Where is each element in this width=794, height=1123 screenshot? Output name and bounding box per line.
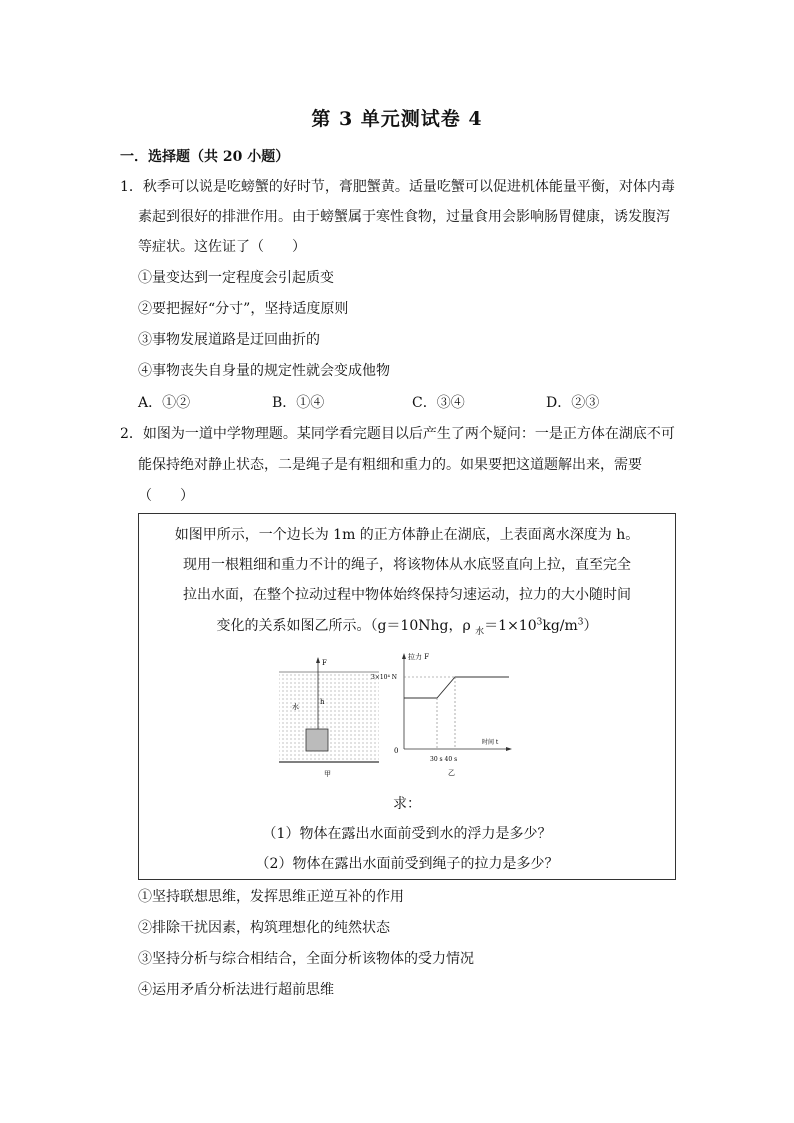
cube-object xyxy=(306,729,328,751)
q1-item-3: ③事物发展道路是迂回曲折的 xyxy=(138,332,320,348)
q1-stem-line3: 等症状。这佐证了（ ） xyxy=(138,239,306,255)
q1-stem-line1: 1．秋季可以说是吃螃蟹的好时节，膏肥蟹黄。适量吃蟹可以促进机体能量平衡，对体内毒 xyxy=(120,179,675,195)
box-sub-question-1: （1）物体在露出水面前受到水的浮力是多少？ xyxy=(262,826,552,842)
page-title: 第 3 单元测试卷 4 xyxy=(311,108,483,130)
q1-option-d[interactable]: D．②③ xyxy=(546,395,600,411)
x-tick-labels: 30 s 40 s xyxy=(430,756,458,763)
q2-item-1: ①坚持联想思维，发挥思维正逆互补的作用 xyxy=(138,889,404,905)
q1-item-2: ②要把握好“分寸”，坚持适度原则 xyxy=(138,301,349,317)
box-line-4-end: ） xyxy=(583,618,598,634)
q2-stem-line2: 能保持绝对静止状态，二是绳子是有粗细和重力的。如果要把这道题解出来，需要 xyxy=(138,457,642,473)
force-curve xyxy=(404,677,509,698)
water-label: 水 xyxy=(292,703,299,711)
q1-item-1: ①量变达到一定程度会引起质变 xyxy=(138,270,334,286)
q2-item-3: ③坚持分析与综合相结合，全面分析该物体的受力情况 xyxy=(138,951,474,967)
box-ask: 求： xyxy=(393,796,421,812)
q1-option-c[interactable]: C．③④ xyxy=(412,395,465,411)
q1-option-b[interactable]: B．①④ xyxy=(272,395,325,411)
q2-stem-line1: 2．如图为一道中学物理题。某同学看完题目以后产生了两个疑问：一是正方体在湖底不可 xyxy=(120,426,675,442)
box-line-2: 现用一根粗细和重力不计的绳子，将该物体从水底竖直向上拉，直至完全 xyxy=(183,557,631,573)
section-heading: 一．选择题（共 20 小题） xyxy=(120,149,290,165)
q1-stem-line2: 素起到很好的排泄作用。由于螃蟹属于寒性食物，过量食用会影响肠胃健康，诱发腹泻 xyxy=(138,209,670,225)
depth-label: h xyxy=(320,698,325,706)
figure-yi-graph xyxy=(364,649,514,779)
box-line-4-mid: ＝1×10 xyxy=(484,618,537,634)
figure-jia-caption: 甲 xyxy=(324,770,331,778)
y-tick-label: 3×10⁴ N xyxy=(371,674,398,681)
box-line-4-text: 变化的关系如图乙所示。（g＝10Nhg，ρ xyxy=(216,618,476,634)
origin-label: 0 xyxy=(394,747,399,755)
box-sub-question-2: （2）物体在露出水面前受到绳子的拉力是多少？ xyxy=(255,856,559,872)
box-line-4-sup: 3 xyxy=(536,617,543,628)
box-line-4-sub: 水 xyxy=(475,626,485,637)
physics-problem-box xyxy=(138,513,676,880)
box-line-4-sup2: 3 xyxy=(577,617,584,628)
figure-yi-caption: 乙 xyxy=(448,769,455,777)
q1-option-a[interactable]: A．①② xyxy=(138,395,191,411)
box-line-1: 如图甲所示，一个边长为 1m 的正方体静止在湖底，上表面离水深度为 h。 xyxy=(174,527,640,543)
force-label: F xyxy=(322,659,327,667)
q1-item-4: ④事物丧失自身量的规定性就会变成他物 xyxy=(138,363,390,379)
box-line-4-unit: kg/m xyxy=(542,618,578,634)
box-line-3: 拉出水面，在整个拉动过程中物体始终保持匀速运动，拉力的大小随时间 xyxy=(183,587,631,603)
q2-stem-line3: （ ） xyxy=(138,488,194,504)
y-axis-label: 拉力 F xyxy=(408,653,430,661)
q2-item-2: ②排除干扰因素，构筑理想化的纯然状态 xyxy=(138,920,390,936)
x-axis-label: 时间 t xyxy=(482,739,499,746)
q2-item-4: ④运用矛盾分析法进行超前思维 xyxy=(138,982,334,998)
box-line-4 xyxy=(139,615,675,637)
